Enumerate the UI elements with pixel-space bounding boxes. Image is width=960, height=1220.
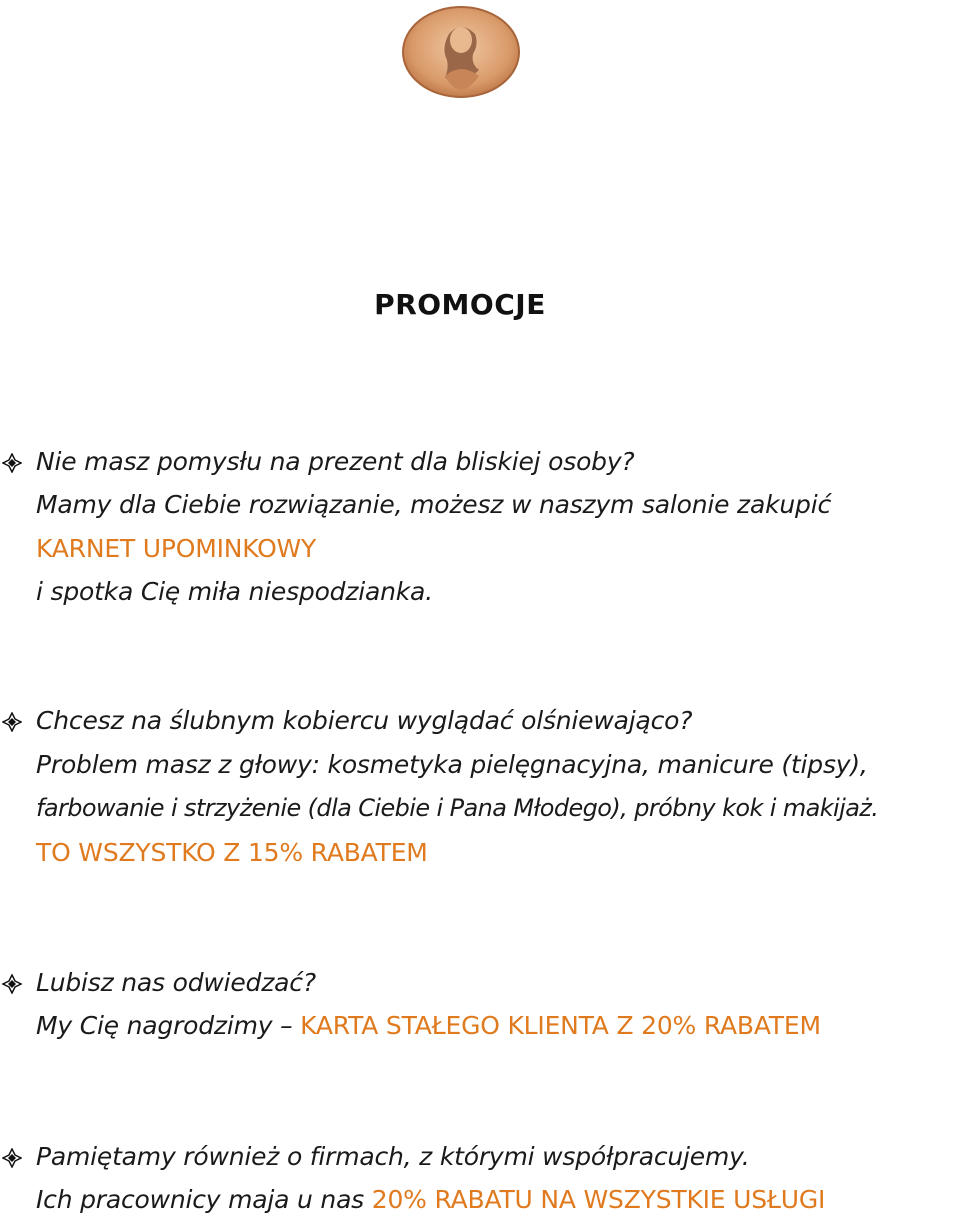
section-3-line-1: Lubisz nas odwiedzać? xyxy=(36,968,316,997)
page-title: PROMOCJE xyxy=(374,288,546,321)
diamond-bullet-icon xyxy=(2,974,22,994)
gift-voucher-highlight: KARNET UPOMINKOWY xyxy=(36,534,317,563)
section-2-line-2: Problem masz z głowy: kosmetyka pielęgnacyjna, manicure (tipsy), xyxy=(36,750,868,779)
portrait-mosaic-logo xyxy=(401,6,521,98)
loyalty-card-highlight: KARTA STAŁEGO KLIENTA Z 20% RABATEM xyxy=(300,1011,821,1040)
section-1-line-4: i spotka Cię miła niespodzianka. xyxy=(36,577,433,606)
section-2-line-1: Chcesz na ślubnym kobiercu wyglądać olśniewająco? xyxy=(36,706,693,735)
corporate-discount-highlight: 20% RABATU NA WSZYSTKIE USŁUGI xyxy=(371,1185,826,1214)
wedding-discount-highlight: TO WSZYSTKO Z 15% RABATEM xyxy=(36,838,428,867)
diamond-bullet-icon xyxy=(2,1148,22,1168)
section-4-line-2-prefix: Ich pracownicy maja u nas xyxy=(36,1185,372,1214)
section-4-line-1: Pamiętamy również o firmach, z którymi współpracujemy. xyxy=(36,1142,750,1171)
section-3-line-2-prefix: My Cię nagrodzimy – xyxy=(36,1011,301,1040)
section-3-line-2 xyxy=(36,1011,821,1040)
section-2-line-3: farbowanie i strzyżenie (dla Ciebie i Pana Młodego), próbny kok i makijaż. xyxy=(36,794,879,822)
section-1-line-2: Mamy dla Ciebie rozwiązanie, możesz w naszym salonie zakupić xyxy=(36,490,831,519)
diamond-bullet-icon xyxy=(2,712,22,732)
section-1-line-1: Nie masz pomysłu na prezent dla bliskiej osoby? xyxy=(36,447,635,476)
section-4-line-2 xyxy=(36,1185,825,1214)
diamond-bullet-icon xyxy=(2,453,22,473)
